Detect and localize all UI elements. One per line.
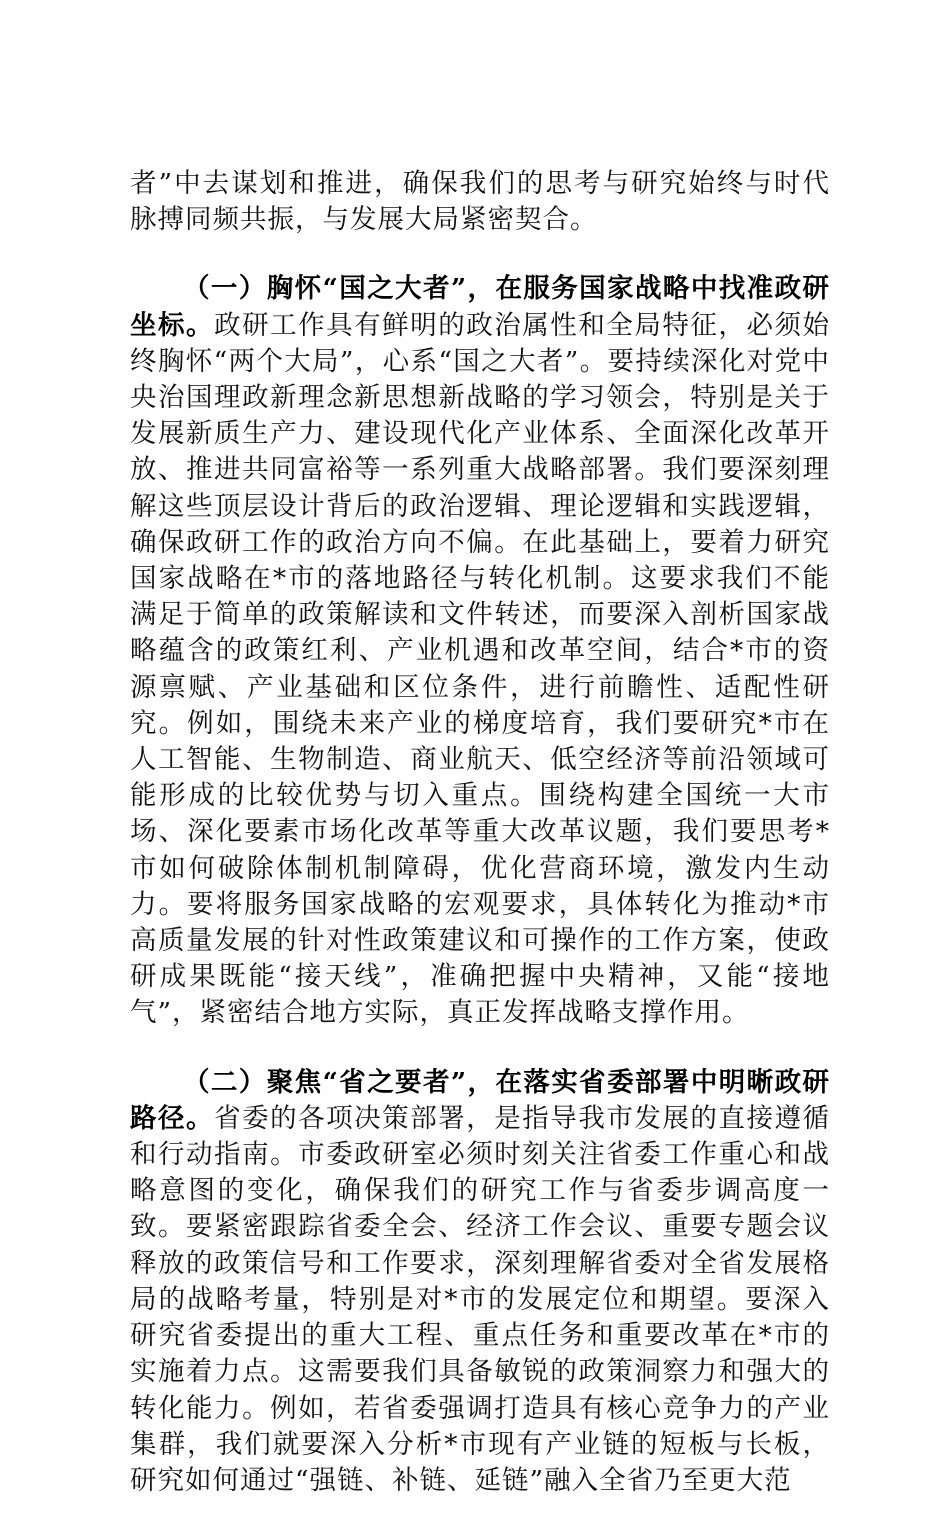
section-two-paragraph [130,1065,830,1499]
section-two-body: 省委的各项决策部署，是指导我市发展的直接遵循和行动指南。市委政研室必须时刻关注省委工作重心和战略意图的变化，确保我们的研究工作与省委步调高度一致。要紧密跟踪省委全会、经济工作会议、重要专题会议释放的政策信号和工作要求，深刻理解省委对全省发展格局的战略考量，特别是对*市的发展定位和期望。要深入研究省委提出的重大工程、重点任务和重要改革在*市的实施着力点。这需要我们具备敏锐的政策洞察力和强大的转化能力。例如，若省委强调打造具有核心竞争力的产业集群，我们就要深入分析*市现有产业链的短板与长板，研究如何通过“强链、补链、延链”融入全省乃至更大范 [130,1102,830,1496]
section-one-body: 政研工作具有鲜明的政治属性和全局特征，必须始终胸怀“两个大局”，心系“国之大者”。要持续深化对党中央治国理政新理念新思想新战略的学习领会，特别是关于发展新质生产力、建设现代化产业体系、全面深化改革开放、推进共同富裕等一系列重大战略部署。我们要深刻理解这些顶层设计背后的政治逻辑、理论逻辑和实践逻辑，确保政研工作的政治方向不偏。在此基础上，要着力研究国家战略在*市的落地路径与转化机制。这要求我们不能满足于简单的政策解读和文件转述，而要深入剖析国家战略蕴含的政策红利、产业机遇和改革空间，结合*市的资源禀赋、产业基础和区位条件，进行前瞻性、适配性研究。例如，围绕未来产业的梯度培育，我们要研究*市在人工智能、生物制造、商业航天、低空经济等前沿领域可能形成的比较优势与切入重点。围绕构建全国统一大市场、深化要素市场化改革等重大改革议题，我们要思考*市如何破除体制机制障碍，优化营商环境，激发内生动力。要将服务国家战略的宏观要求，具体转化为推动*市高质量发展的针对性政策建议和可操作的工作方案，使政研成果既能“接天线”，准确把握中央精神，又能“接地气”，紧密结合地方实际，真正发挥战略支撑作用。 [130,309,830,1029]
continuation-paragraph: 者”中去谋划和推进，确保我们的思考与研究始终与时代脉搏同频共振，与发展大局紧密契合。 [130,168,830,236]
document-page [130,166,830,1532]
section-two-heading: （二）聚焦“省之要者”，在落实省委部署中明晰政研路径。 [130,1066,830,1134]
section-one-heading: （一）胸怀“国之大者”，在服务国家战略中找准政研坐标。 [130,273,830,341]
section-one-paragraph [130,271,830,1031]
